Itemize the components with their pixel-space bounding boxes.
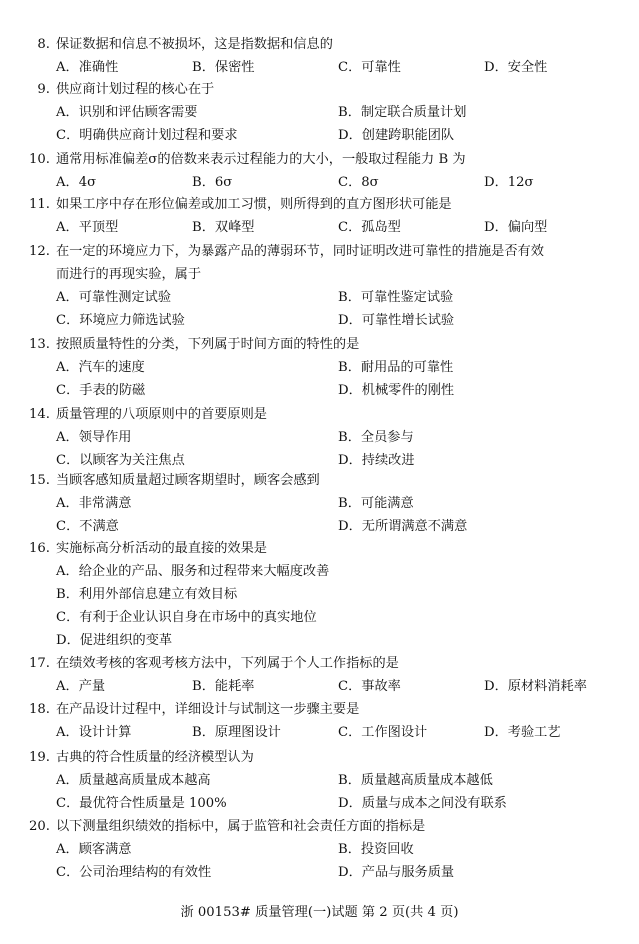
option-c: C．有利于企业认识自身在市场中的真实地位 bbox=[56, 610, 317, 625]
option-a: A．识别和评估顾客需要 bbox=[56, 105, 198, 120]
option-c: C．事故率 bbox=[338, 679, 401, 694]
option-a: A．质量越高质量成本越高 bbox=[56, 773, 211, 788]
question-stem: 保证数据和信息不被损坏，这是指数据和信息的 bbox=[56, 37, 333, 52]
question-stem: 当顾客感知质量超过顾客期望时，顾客会感到 bbox=[56, 473, 320, 488]
question-stem: 在一定的环境应力下，为暴露产品的薄弱环节，同时证明改进可靠性的措施是否有效 bbox=[56, 244, 544, 259]
question-number: 20. bbox=[29, 819, 50, 834]
option-d: D．原材料消耗率 bbox=[484, 679, 587, 694]
option-a: A．顾客满意 bbox=[56, 842, 132, 857]
question-number: 9. bbox=[37, 82, 50, 97]
question-stem-continued: 而进行的再现实验，属于 bbox=[56, 267, 202, 282]
option-a: A．准确性 bbox=[56, 60, 119, 75]
option-c: C．环境应力筛选试验 bbox=[56, 313, 185, 328]
option-b: B．双峰型 bbox=[192, 220, 255, 235]
question-stem: 供应商计划过程的核心在于 bbox=[56, 82, 215, 97]
question-stem: 如果工序中存在形位偏差或加工习惯，则所得到的直方图形状可能是 bbox=[56, 197, 452, 212]
question-number: 14. bbox=[29, 407, 50, 422]
option-d: D．安全性 bbox=[484, 60, 548, 75]
option-c: C．可靠性 bbox=[338, 60, 401, 75]
option-d: D．无所谓满意不满意 bbox=[338, 519, 468, 534]
option-b: B．能耗率 bbox=[192, 679, 255, 694]
question-stem: 质量管理的八项原则中的首要原则是 bbox=[56, 407, 267, 422]
option-b: B．可靠性鉴定试验 bbox=[338, 290, 454, 305]
option-b: B．保密性 bbox=[192, 60, 255, 75]
question-stem: 按照质量特性的分类，下列属于时间方面的特性的是 bbox=[56, 337, 360, 352]
option-d: D．质量与成本之间没有联系 bbox=[338, 796, 507, 811]
question-number: 15. bbox=[29, 473, 50, 488]
option-a: A．4σ bbox=[56, 175, 97, 190]
option-c: C．明确供应商计划过程和要求 bbox=[56, 128, 238, 143]
option-c: C．不满意 bbox=[56, 519, 119, 534]
question-number: 12. bbox=[29, 244, 50, 259]
question-number: 10. bbox=[29, 152, 50, 167]
option-b: B．可能满意 bbox=[338, 496, 414, 511]
option-b: B．质量越高质量成本越低 bbox=[338, 773, 493, 788]
option-a: A．汽车的速度 bbox=[56, 360, 145, 375]
option-c: C．8σ bbox=[338, 175, 379, 190]
question-number: 18. bbox=[29, 702, 50, 717]
option-c: C．手表的防磁 bbox=[56, 383, 146, 398]
option-b: B．全员参与 bbox=[338, 430, 414, 445]
option-d: D．考验工艺 bbox=[484, 725, 561, 740]
option-c: C．最优符合性质量是 100% bbox=[56, 796, 227, 811]
option-b: B．原理图设计 bbox=[192, 725, 281, 740]
question-stem: 实施标高分析活动的最直接的效果是 bbox=[56, 541, 267, 556]
option-d: D．产品与服务质量 bbox=[338, 865, 455, 880]
question-stem: 通常用标准偏差σ的倍数来表示过程能力的大小，一般取过程能力 B 为 bbox=[56, 152, 466, 167]
question-number: 19. bbox=[29, 750, 50, 765]
option-d: D．可靠性增长试验 bbox=[338, 313, 455, 328]
page-footer: 浙 00153# 质量管理(一)试题 第 2 页(共 4 页) bbox=[180, 905, 459, 920]
option-a: A．产量 bbox=[56, 679, 106, 694]
option-c: C．公司治理结构的有效性 bbox=[56, 865, 212, 880]
question-number: 8. bbox=[37, 37, 50, 52]
option-c: C．工作图设计 bbox=[338, 725, 428, 740]
question-stem: 古典的符合性质量的经济模型认为 bbox=[56, 750, 254, 765]
option-a: A．平顶型 bbox=[56, 220, 119, 235]
question-stem: 以下测量组织绩效的指标中，属于监管和社会责任方面的指标是 bbox=[56, 819, 426, 834]
option-a: A．可靠性测定试验 bbox=[56, 290, 172, 305]
option-d: D．12σ bbox=[484, 175, 534, 190]
option-a: A．给企业的产品、服务和过程带来大幅度改善 bbox=[56, 564, 330, 579]
question-number: 13. bbox=[29, 337, 50, 352]
question-stem: 在产品设计过程中，详细设计与试制这一步骤主要是 bbox=[56, 702, 360, 717]
option-c: C．以顾客为关注焦点 bbox=[56, 453, 185, 468]
option-a: A．领导作用 bbox=[56, 430, 132, 445]
question-number: 11. bbox=[29, 197, 50, 212]
option-d: D．机械零件的刚性 bbox=[338, 383, 455, 398]
option-a: A．非常满意 bbox=[56, 496, 132, 511]
option-d: D．持续改进 bbox=[338, 453, 415, 468]
option-b: B．投资回收 bbox=[338, 842, 414, 857]
question-stem: 在绩效考核的客观考核方法中，下列属于个人工作指标的是 bbox=[56, 656, 399, 671]
option-c: C．孤岛型 bbox=[338, 220, 401, 235]
option-d: D．创建跨职能团队 bbox=[338, 128, 455, 143]
option-b: B．6σ bbox=[192, 175, 233, 190]
option-b: B．耐用品的可靠性 bbox=[338, 360, 454, 375]
question-number: 17. bbox=[29, 656, 50, 671]
question-number: 16. bbox=[29, 541, 50, 556]
option-d: D．促进组织的变革 bbox=[56, 633, 173, 648]
option-b: B．利用外部信息建立有效目标 bbox=[56, 587, 238, 602]
option-d: D．偏向型 bbox=[484, 220, 548, 235]
option-a: A．设计计算 bbox=[56, 725, 132, 740]
option-b: B．制定联合质量计划 bbox=[338, 105, 467, 120]
